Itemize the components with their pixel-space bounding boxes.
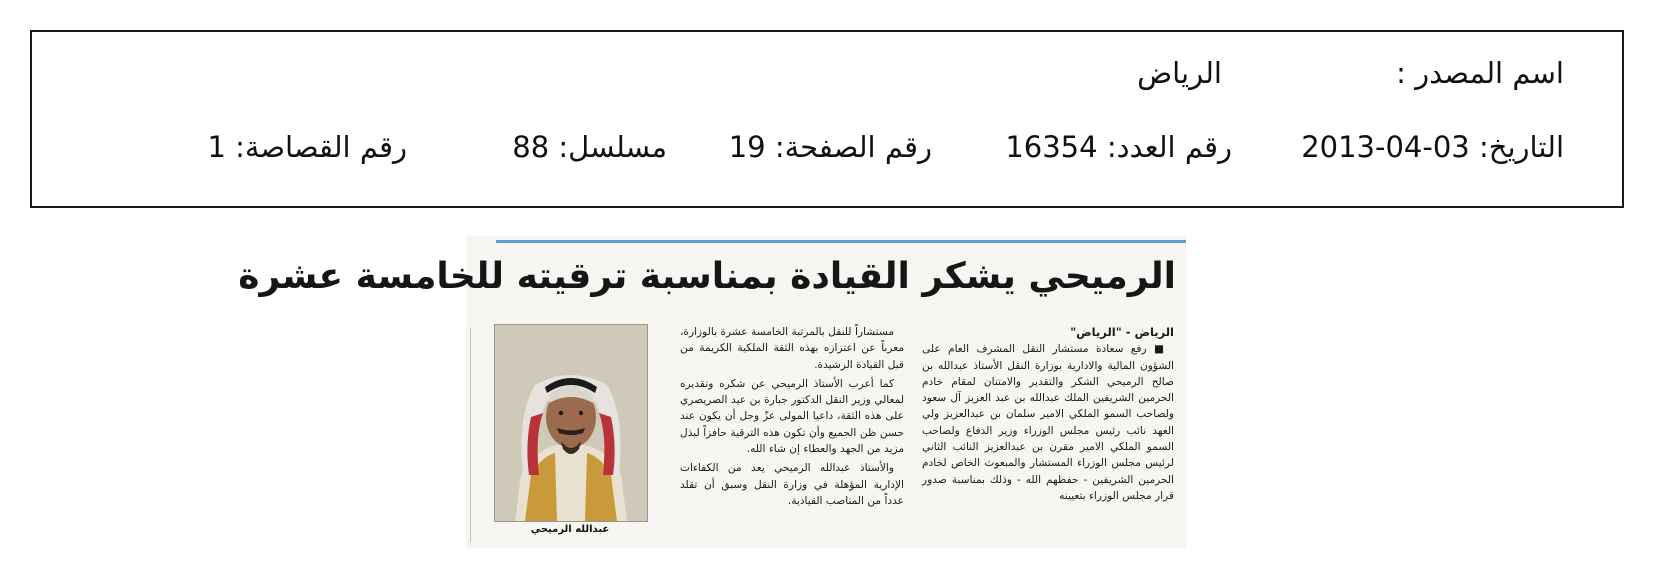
issue-value: 16354 (1005, 130, 1098, 164)
clip-value: 1 (207, 130, 226, 164)
top-rule (496, 240, 1186, 243)
source-label: اسم المصدر : (1396, 56, 1564, 90)
article-column-1 (922, 324, 1174, 507)
article-paragraph: مستشاراً للنقل بالمرتبة الخامسة عشرة بالوزارة، معرباً عن اعتزازه بهذه الثقة الملكية الكريمة من قبل القيادة الرشيدة. (680, 326, 904, 371)
article-byline: الرياض - "الرياض" (1070, 325, 1174, 339)
column-divider (470, 328, 471, 542)
newspaper-clipping (238, 236, 1186, 548)
source-value: الرياض (1137, 56, 1222, 90)
article-paragraph: كما أعرب الأستاذ الرميحي عن شكره وتقديره لمعالي وزير النقل الدكتور جبارة بن عيد الصريصري على هذه الثقة، داعيا المولى عزّ وجل أن يكون عند حسن ظن الجميع وأن تكون هذه الترقية حافزاً لبذل مزيد من الجهد والعطاء إن شاء الله. (680, 377, 904, 456)
page-label: رقم الصفحة: (774, 130, 932, 164)
serial-label: مسلسل: (558, 130, 667, 164)
date-field (1301, 130, 1564, 164)
portrait-illustration (495, 325, 647, 521)
photo-caption: عبدالله الرميحي (530, 524, 610, 535)
article-headline: الرميحي يشكر القيادة بمناسبة ترقيته للخامسة عشرة (238, 256, 1176, 297)
source-info-box (30, 30, 1624, 208)
page-value: 19 (728, 130, 766, 164)
portrait-photo (494, 324, 648, 522)
issue-field (1005, 130, 1232, 164)
article-paragraph: ■ رفع سعادة مستشار النقل المشرف العام على الشؤون المالية والادارية بوزارة النقل الأستاذ عبدالله بن صالح الرميحي الشكر والتقدير والامتنان لمقام خادم الحرمين الشريفين الملك عبدالله بن عبد العزيز آل سعود ولصاحب السمو الملكي الامير سلمان بن عبدالعزيز ولي العهد نائب رئيس مجلس الوزراء وزير الدفاع ولصاحب السمو الملكي الامير مقرن بن عبدالعزيز النائب الثاني لرئيس مجلس الوزراء المستشار والمبعوث الخاص لخادم الحرمين الشريفين - حفظهم الله - وذلك بمناسبة صدور قرار مجلس الوزراء بتعيينه (922, 343, 1174, 502)
clip-label: رقم القصاصة: (235, 130, 407, 164)
date-value: 2013-04-03 (1301, 130, 1470, 164)
clip-field (207, 130, 407, 164)
article-column-2 (680, 324, 904, 512)
serial-field (512, 130, 667, 164)
serial-value: 88 (512, 130, 550, 164)
issue-label: رقم العدد: (1106, 130, 1232, 164)
page-field (729, 130, 932, 164)
date-label: التاريخ: (1478, 130, 1564, 164)
article-paragraph: والأستاذ عبدالله الرميحي يعد من الكفاءات الإدارية المؤهلة في وزارة النقل وسبق أن تقلد عدداً من المناصب القيادية. (680, 462, 904, 507)
